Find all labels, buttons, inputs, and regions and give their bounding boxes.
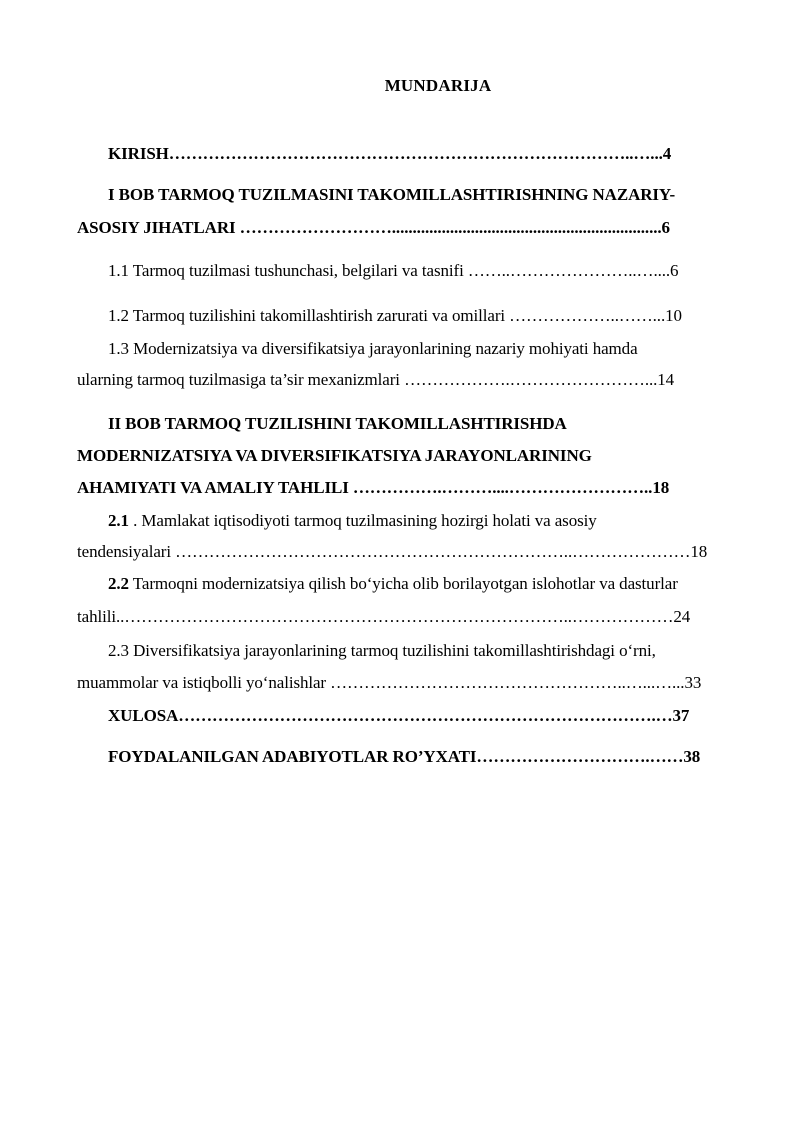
toc-entry-kirish[interactable]: KIRISH………………………………………………………………………..…...4 [108, 144, 672, 163]
toc-entry-2-2[interactable] [108, 573, 678, 595]
toc-entry-1-3[interactable]: 1.3 Modernizatsiya va diversifikatsiya jarayonlarining nazariy mohiyati hamda [108, 339, 638, 358]
toc-entry-2-1[interactable] [108, 510, 597, 532]
toc-entry-adabiyotlar[interactable]: FOYDALANILGAN ADABIYOTLAR RO’YXATI………………………….……38 [108, 747, 701, 766]
toc-entry-1-1[interactable]: 1.1 Tarmoq tuzilmasi tushunchasi, belgilari va tasnifi ……..…………………..…....6 [108, 261, 679, 280]
section-title: . Mamlakat iqtisodiyoti tarmoq tuzilmasining hozirgi holati va asosiy [128, 511, 597, 530]
section-title: Tarmoqni modernizatsiya qilish bo‘yicha olib borilayotgan islohotlar va dasturlar [128, 574, 678, 593]
toc-entry-xulosa[interactable]: XULOSA………………………………………………………………………….…37 [108, 706, 690, 725]
toc-entry-bob2-cont1[interactable]: MODERNIZATSIYA VA DIVERSIFIKATSIYA JARAYONLARINING [77, 446, 592, 465]
toc-entry-bob2-cont2[interactable]: AHAMIYATI VA AMALIY TAHLILI …………….………....……………………..18 [77, 478, 670, 497]
section-number: 2.2 [108, 574, 129, 593]
toc-entry-bob2[interactable]: II BOB TARMOQ TUZILISHINI TAKOMILLASHTIRISHDA [108, 414, 567, 433]
page-title: MUNDARIJA [384, 76, 492, 95]
toc-entry-2-1-cont[interactable]: tendensiyalari ……………………………………………………………..…………………18 [77, 542, 708, 561]
section-number: 2.1 [108, 511, 129, 530]
toc-entry-bob1[interactable]: I BOB TARMOQ TUZILMASINI TAKOMILLASHTIRISHNING NAZARIY- [108, 185, 676, 204]
toc-entry-1-2[interactable]: 1.2 Tarmoq tuzilishini takomillashtirish zarurati va omillari ………………..……...10 [108, 306, 682, 325]
toc-entry-1-3-cont[interactable]: ularning tarmoq tuzilmasiga ta’sir mexanizmlari ……………….……………………...14 [77, 370, 675, 389]
toc-entry-2-2-cont[interactable]: tahlili..……………………………………………………………………..………………24 [77, 607, 691, 626]
toc-entry-bob1-cont[interactable]: ASOSIY JIHATLARI ……………………….................................................................6 [77, 218, 670, 237]
toc-entry-2-3-cont[interactable]: muammolar va istiqbolli yo‘nalishlar ……………………………………………..…...…...33 [77, 673, 702, 692]
toc-entry-2-3[interactable]: 2.3 Diversifikatsiya jarayonlarining tarmoq tuzilishini takomillashtirishdagi o‘rni, [108, 641, 656, 660]
